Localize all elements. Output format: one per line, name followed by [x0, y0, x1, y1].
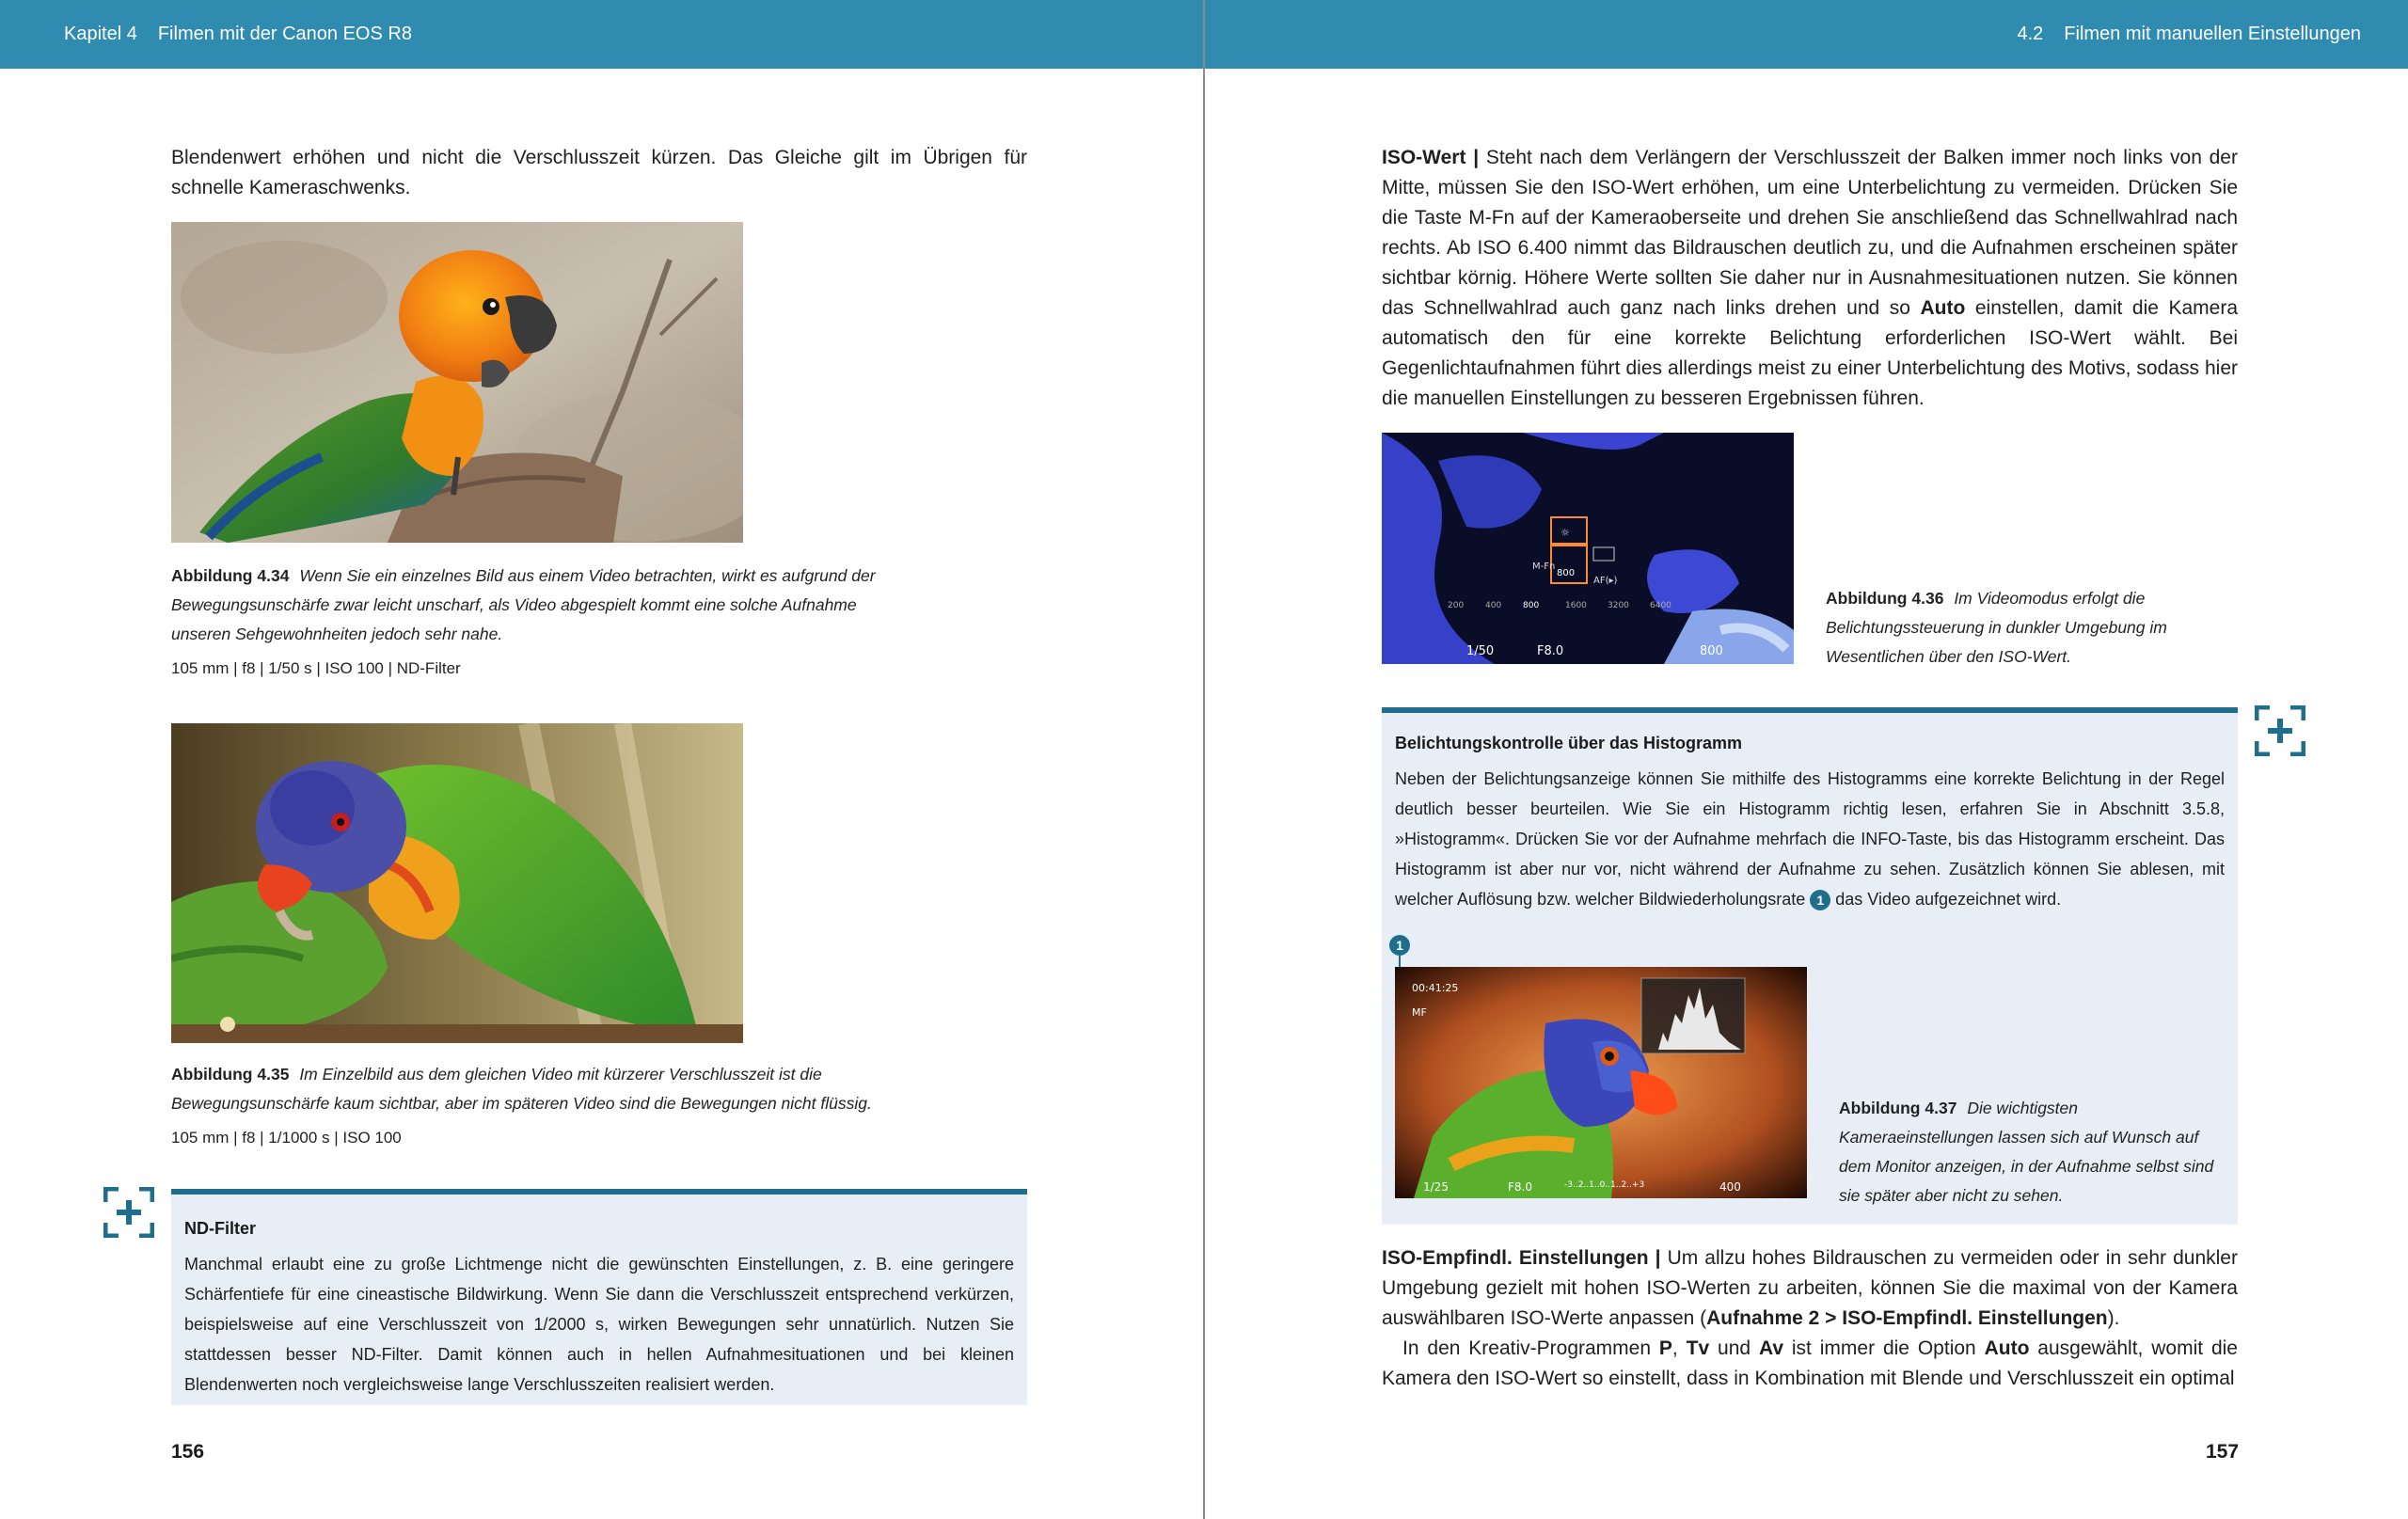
screen-shutter-437: 1/25: [1423, 1180, 1449, 1194]
figure-435-lorikeet-photo: [171, 723, 743, 1043]
section-number: 4.2: [2017, 24, 2044, 44]
kreativ-auto-term: Auto: [1984, 1337, 2030, 1359]
iso-value-text-2: einstellen, damit die Kamera automatisch den für eine korrekte Belichtung erforderlichen ISO-Wert wählt. Bei Gegenlichtaufnahmen führt dies allerdings meist zu einer Unterbelichtung des Motivs, sodass hier die manuellen Einstellungen zu besseren Ergebnissen führen.: [1382, 297, 2238, 409]
kreativ-programs-paragraph: [1382, 1334, 2238, 1394]
screen-aperture: F8.0: [1537, 644, 1564, 658]
section-title: Filmen mit manuellen Einstellungen: [2064, 24, 2361, 44]
iso-settings-menu-path: Aufnahme 2 > ISO-Empfindl. Einstellungen: [1706, 1307, 2108, 1329]
figure-436-caption: [1826, 584, 2249, 672]
histogram-text-1: Neben der Belichtungsanzeige können Sie mithilfe des Histogramms eine korrekte Belichtung in der Regel deutlich besser beurteilen. Wie Sie ein Histogramm richtig lesen, erfahren Sie in Abschnitt 3.5.8, »Histogramm«. Drücken Sie vor der Aufnahme mehrfach die INFO-Taste, bis das Histogramm erscheint. Das Histogramm ist aber nur vor, nicht während der Aufnahme zu sehen. Zusätzlich können Sie ablesen, mit welcher Auflösung bzw. welcher Bildwiederholungsrate: [1395, 769, 2225, 909]
iso-scale-400: 400: [1485, 601, 1502, 610]
screen-iso-437: 400: [1719, 1180, 1741, 1194]
chapter-title: Filmen mit der Canon EOS R8: [157, 24, 412, 44]
kreativ-text-3: ausgewählt, womit die Kamera den ISO-Wert so einstellt, dass in Kombination mit Blende und Verschlusszeit ein optimal: [1382, 1337, 2238, 1389]
mode-p: P: [1658, 1337, 1672, 1359]
figure-434-exposure-data: 105 mm | f8 | 1/50 s | ISO 100 | ND-Filter: [171, 659, 461, 677]
figure-437-label: Abbildung 4.37: [1839, 1099, 1957, 1117]
histogram-box-text: [1395, 764, 2225, 914]
iso-scale-1600: 1600: [1565, 601, 1587, 610]
iso-scale-800: 800: [1523, 601, 1540, 610]
left-running-header: [0, 0, 1203, 69]
figure-437-caption: [1839, 1094, 2225, 1210]
tip-plus-icon: [103, 1187, 154, 1238]
iso-value-lead: ISO-Wert |: [1382, 147, 1480, 168]
kreativ-sep-2: und: [1709, 1337, 1759, 1359]
figure-436-camera-screen: [1382, 433, 1794, 664]
nd-filter-infobox: [171, 1189, 1027, 1405]
histogram-box-title: Belichtungskontrolle über das Histogramm: [1395, 734, 1743, 752]
left-page-number: 156: [171, 1441, 205, 1463]
histogram-text-2: das Video aufgezeichnet wird.: [1830, 890, 2062, 909]
screen-iso: 800: [1700, 644, 1723, 658]
right-running-header: [1205, 0, 2408, 69]
intro-paragraph: Blendenwert erhöhen und nicht die Verschlusszeit kürzen. Das Gleiche gilt im Übrigen für schnelle Kameraschwenks.: [171, 147, 1027, 198]
iso-screen-value: 800: [1557, 568, 1576, 578]
iso-value-text-1: Steht nach dem Verlängern der Verschlusszeit der Balken immer noch links von der Mitte, müssen Sie den ISO-Wert erhöhen, um eine Unterbelichtung zu vermeiden. Drücken Sie die Taste M-Fn auf der Kameraoberseite und drehen Sie anschließend das Schnellwahlrad nach rechts. Ab ISO 6.400 nimmt das Bildrauschen deutlich zu, und die Aufnahmen erscheinen später sichtbar körnig. Höhere Werte sollten Sie daher nur in Ausnahmesituationen nutzen. Sie können das Schnellwahlrad auch ganz nach links drehen und so: [1382, 147, 2238, 319]
figure-434-label: Abbildung 4.34: [171, 566, 290, 585]
chapter-label: Kapitel 4: [64, 24, 137, 44]
screen-mf: MF: [1412, 1006, 1427, 1019]
figure-436-label: Abbildung 4.36: [1826, 589, 1944, 608]
figure-437-marker: 1: [1389, 935, 1410, 956]
figure-435-label: Abbildung 4.35: [171, 1065, 290, 1084]
left-page: [0, 0, 1203, 1519]
lorikeet-photo-graphic: [171, 723, 743, 1043]
figure-437-caption-text: Die wichtigsten Kameraeinstellungen lassen sich auf Wunsch auf dem Monitor anzeigen, in der Aufnahme selbst sind sie später aber nicht zu sehen.: [1839, 1099, 2214, 1205]
histogram-screen-graphic: [1395, 967, 1807, 1198]
iso-auto-term: Auto: [1920, 297, 1966, 319]
screen-timecode: 00:41:25: [1412, 982, 1459, 994]
figure-436-caption-text: Im Videomodus erfolgt die Belichtungssteuerung in dunkler Umgebung im Wesentlichen über den ISO-Wert.: [1826, 589, 2167, 666]
nd-filter-text: Manchmal erlaubt eine zu große Lichtmenge nicht die gewünschten Einstellungen, z. B. eine geringere Schärfentiefe für eine cineastische Bildwirkung. Wenn Sie dann die Verschlusszeit entsprechend verkürzen, beispielsweise auf eine Verschlusszeit von 1/2000 s, wirken Bewegungen sehr unnatürlich. Nutzen Sie stattdessen besser ND-Filter. Damit können auch in hellen Aufnahmesituationen und bei kleinen Blendenwerten noch vergleichsweise lange Verschlusszeiten realisiert werden.: [184, 1255, 1014, 1394]
figure-437-monitor-screen: [1395, 967, 1807, 1198]
mfn-label: M-Fn: [1532, 562, 1556, 572]
iso-settings-lead: ISO-Empfindl. Einstellungen |: [1382, 1247, 1661, 1269]
figure-434-caption: [171, 562, 914, 649]
iso-settings-paragraph: [1382, 1243, 2238, 1334]
figure-434-parrot-photo: [171, 222, 743, 543]
iso-screen-graphic: [1382, 433, 1794, 664]
figure-434-caption-text: Wenn Sie ein einzelnes Bild aus einem Video betrachten, wirkt es aufgrund der Bewegungsunschärfe zwar leicht unscharf, als Video abgespielt kommt eine solche Aufnahme unseren Sehgewohnheiten jedoch sehr nahe.: [171, 566, 876, 643]
af-label: AF(▸): [1593, 576, 1618, 586]
kreativ-text-1: In den Kreativ-Programmen: [1402, 1337, 1659, 1359]
histogram-infobox: [1382, 707, 2238, 1225]
right-page-number: 157: [2206, 1441, 2240, 1463]
figure-435-caption: [171, 1060, 905, 1118]
iso-settings-text-1: Um allzu hohes Bildrauschen zu vermeiden oder in sehr dunkler Umgebung gezielt mit hohen ISO-Werten zu arbeiten, können Sie die maximal von der Kamera auswählbaren ISO-Werte anpassen (: [1382, 1247, 2238, 1329]
figure-435-exposure-data: 105 mm | f8 | 1/1000 s | ISO 100: [171, 1129, 402, 1147]
screen-exposure-scale: -3..2..1..0..1..2..+3: [1564, 1180, 1645, 1190]
screen-aperture-437: F8.0: [1508, 1180, 1532, 1194]
parrot-photo-graphic: [171, 222, 743, 543]
right-page: [1205, 0, 2408, 1519]
svg-text:☼: ☼: [1560, 527, 1570, 539]
mode-av: Av: [1758, 1337, 1784, 1359]
screen-shutter: 1/50: [1466, 644, 1495, 658]
iso-scale-200: 200: [1448, 601, 1465, 610]
iso-settings-text-2: ).: [2107, 1307, 2120, 1329]
tip-plus-icon-right: [2255, 705, 2305, 756]
iso-scale-3200: 3200: [1608, 601, 1629, 610]
iso-value-paragraph: [1382, 143, 2238, 414]
marker-1-badge: 1: [1810, 890, 1830, 910]
iso-scale-6400: 6400: [1650, 601, 1671, 610]
kreativ-sep-1: ,: [1671, 1337, 1687, 1359]
figure-435-caption-text: Im Einzelbild aus dem gleichen Video mit kürzerer Verschlusszeit ist die Bewegungsunschärfe kaum sichtbar, aber im späteren Video sind die Bewegungen nicht flüssig.: [171, 1065, 872, 1113]
kreativ-text-2: ist immer die Option: [1783, 1337, 1985, 1359]
nd-filter-title: ND-Filter: [184, 1219, 256, 1238]
mode-tv: Tv: [1686, 1337, 1710, 1359]
